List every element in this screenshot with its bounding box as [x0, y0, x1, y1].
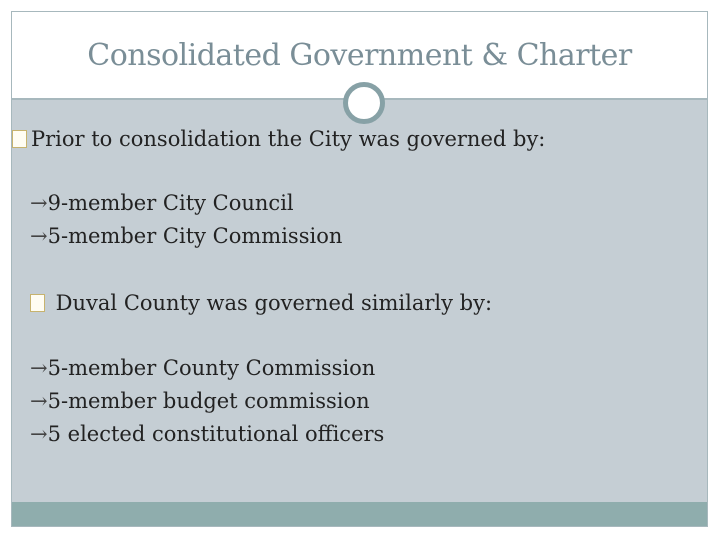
sub-item [30, 356, 375, 380]
slide-title: Consolidated Government & Charter [87, 38, 632, 73]
sub-item-text: 9-member City Council [47, 191, 294, 215]
arrow-icon: → [30, 389, 48, 413]
slide [11, 11, 708, 527]
missing-glyph-bullet-icon [12, 130, 27, 148]
sub-item-text: 5 elected constitutional officers [47, 422, 385, 446]
sub-item-text: 5-member County Commission [47, 356, 376, 380]
arrow-icon: → [30, 422, 48, 446]
arrow-icon: → [30, 224, 48, 248]
arrow-icon: → [30, 191, 48, 215]
bullet-2 [30, 291, 492, 315]
footer-bar [12, 502, 707, 526]
sub-item [30, 191, 294, 215]
bullet-2-text: Duval County was governed similarly by: [49, 291, 493, 315]
missing-glyph-bullet-icon [30, 294, 45, 312]
sub-item [30, 224, 342, 248]
ring-ornament-icon [343, 82, 385, 124]
arrow-icon: → [30, 356, 48, 380]
sub-item-text: 5-member budget commission [47, 389, 370, 413]
sub-item [30, 389, 370, 413]
bullet-1 [12, 127, 545, 151]
sub-item-text: 5-member City Commission [47, 224, 343, 248]
bullet-1-text: Prior to consolidation the City was governed by: [31, 127, 546, 151]
sub-item [30, 422, 384, 446]
